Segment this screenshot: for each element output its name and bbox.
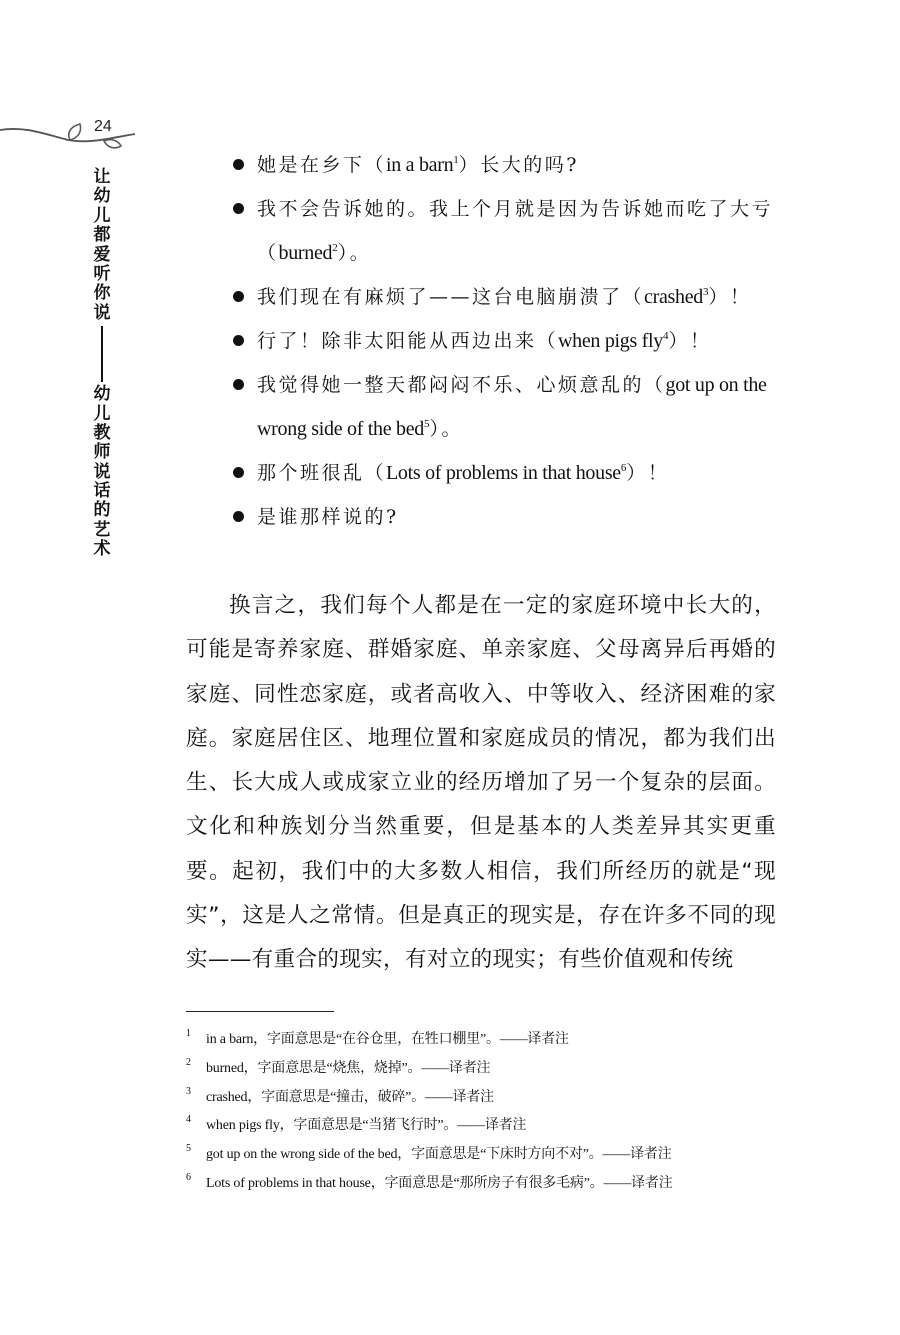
title-char: 话 xyxy=(93,481,111,502)
footnote-number: 6 xyxy=(186,1171,191,1183)
bullet-dot-icon xyxy=(233,335,244,346)
book-title-subtitle xyxy=(92,385,112,560)
bullet-chinese-text: ）！ xyxy=(668,330,712,352)
footnote-number: 4 xyxy=(186,1114,191,1126)
page-number: 24 xyxy=(94,118,112,135)
bullet-chinese-text: 她是在乡下（ xyxy=(257,154,387,176)
title-char: 艺 xyxy=(93,519,111,540)
title-char: 儿 xyxy=(93,403,111,424)
footnote xyxy=(186,1141,766,1170)
example-bullet-list xyxy=(233,143,793,539)
footnote-number: 2 xyxy=(186,1056,191,1068)
bullet-item xyxy=(233,319,793,363)
footnote-text: in a barn，字面意思是“在谷仓里，在牲口棚里”。——译者注 xyxy=(206,1032,569,1047)
bullet-item xyxy=(233,143,793,187)
title-char: 你 xyxy=(93,283,111,304)
bullet-chinese-text: ）。 xyxy=(337,242,372,264)
title-char: 说 xyxy=(93,302,111,323)
footnote-number: 5 xyxy=(186,1143,191,1155)
bullet-chinese-text: ）！ xyxy=(626,462,670,484)
bullet-dot-icon xyxy=(233,159,244,170)
title-char: 爱 xyxy=(93,244,111,265)
title-char: 听 xyxy=(93,263,111,284)
footnote-number: 1 xyxy=(186,1028,191,1039)
footnote xyxy=(186,1055,766,1084)
bullet-chinese-text: ）！ xyxy=(708,286,752,308)
footnote xyxy=(186,1026,766,1055)
footnote-reference[interactable]: 1 xyxy=(453,154,459,166)
bullet-item xyxy=(233,451,793,495)
footnote xyxy=(186,1170,766,1199)
bullet-chinese-text: 那个班很乱（ xyxy=(257,462,387,484)
bullet-dot-icon xyxy=(233,291,244,302)
bullet-chinese-text: ）长大的吗? xyxy=(458,154,579,176)
bullet-english-phrase: got up on the wrong side of the bed xyxy=(257,374,767,440)
footnote-text: got up on the wrong side of the bed，字面意思是“下床时方向不对”。——译者注 xyxy=(206,1147,672,1163)
bullet-dot-icon xyxy=(233,511,244,522)
bullet-item xyxy=(233,363,793,451)
bullet-english-phrase: in a barn xyxy=(386,154,454,176)
title-char: 幼 xyxy=(93,384,111,405)
bullet-chinese-text: 行了！除非太阳能从西边出来（ xyxy=(257,330,559,352)
body-paragraph: 换言之，我们每个人都是在一定的家庭环境中长大的，可能是寄养家庭、群婚家庭、单亲家庭、父母离异后再婚的家庭、同性恋家庭，或者高收入、中等收入、经济困难的家庭。家庭居住区、地理位置和家庭成员的情况，都为我们出生、长大成人或成家立业的经历增加了另一个复杂的层面。文化和种族划分当然重要，但是基本的人类差异其实更重要。起初，我们中的大多数人相信，我们所经历的就是“现实”，这是人之常情。但是真正的现实是，存在许多不同的现实——有重合的现实，有对立的现实；有些价值观和传统 xyxy=(186,593,776,973)
bullet-english-phrase: when pigs fly xyxy=(558,330,663,352)
bullet-chinese-text: ）。 xyxy=(429,418,464,440)
bullet-item xyxy=(233,275,793,319)
footnotes xyxy=(186,1026,766,1199)
bullet-chinese-text: 是谁那样说的? xyxy=(257,506,399,528)
bullet-chinese-text: 我们现在有麻烦了——这台电脑崩溃了（ xyxy=(257,286,645,308)
bullet-dot-icon xyxy=(233,379,244,390)
footnote-reference[interactable]: 6 xyxy=(620,462,627,474)
footnote-reference[interactable]: 2 xyxy=(332,242,338,254)
book-title-main xyxy=(92,168,112,323)
running-book-title xyxy=(92,168,112,560)
bullet-english-phrase: Lots of problems in that house xyxy=(386,462,621,484)
footnote-separator xyxy=(186,1011,334,1012)
vine-decoration-icon xyxy=(0,116,140,161)
footnote-text: Lots of problems in that house，字面意思是“那所房子有很多毛病”。——译者注 xyxy=(206,1175,673,1191)
title-char: 让 xyxy=(93,167,111,187)
bullet-chinese-text: 我觉得她一整天都闷闷不乐、心烦意乱的（ xyxy=(257,374,666,396)
title-char: 说 xyxy=(93,461,111,482)
footnote-number: 3 xyxy=(186,1085,191,1097)
footnote xyxy=(186,1084,766,1113)
bullet-item xyxy=(233,187,793,275)
footnote-text: crashed，字面意思是“撞击，破碎”。——译者注 xyxy=(206,1089,494,1105)
title-char: 幼 xyxy=(93,186,111,207)
footnote-reference[interactable]: 3 xyxy=(703,286,709,298)
bullet-item xyxy=(233,495,793,539)
bullet-dot-icon xyxy=(233,467,244,478)
title-char: 师 xyxy=(93,442,111,463)
title-char: 术 xyxy=(93,539,111,560)
title-char: 儿 xyxy=(93,205,111,226)
footnote-reference[interactable]: 5 xyxy=(424,418,430,430)
footnote-reference[interactable]: 4 xyxy=(663,330,669,342)
bullet-english-phrase: crashed xyxy=(644,286,703,308)
footnote-text: burned，字面意思是“烧焦，烧掉”。——译者注 xyxy=(206,1060,491,1076)
title-char: 都 xyxy=(93,225,111,246)
bullet-english-phrase: burned xyxy=(278,242,333,264)
title-dash xyxy=(101,326,103,382)
title-char: 教 xyxy=(93,422,111,443)
bullet-dot-icon xyxy=(233,203,244,214)
footnote-text: when pigs fly，字面意思是“当猪飞行时”。——译者注 xyxy=(206,1118,527,1134)
footnote xyxy=(186,1112,766,1141)
title-char: 的 xyxy=(93,500,111,521)
body-text xyxy=(186,584,776,983)
bullet-chinese-text: 我不会告诉她的。我上个月就是因为告诉她而吃了大亏（ xyxy=(257,198,774,264)
